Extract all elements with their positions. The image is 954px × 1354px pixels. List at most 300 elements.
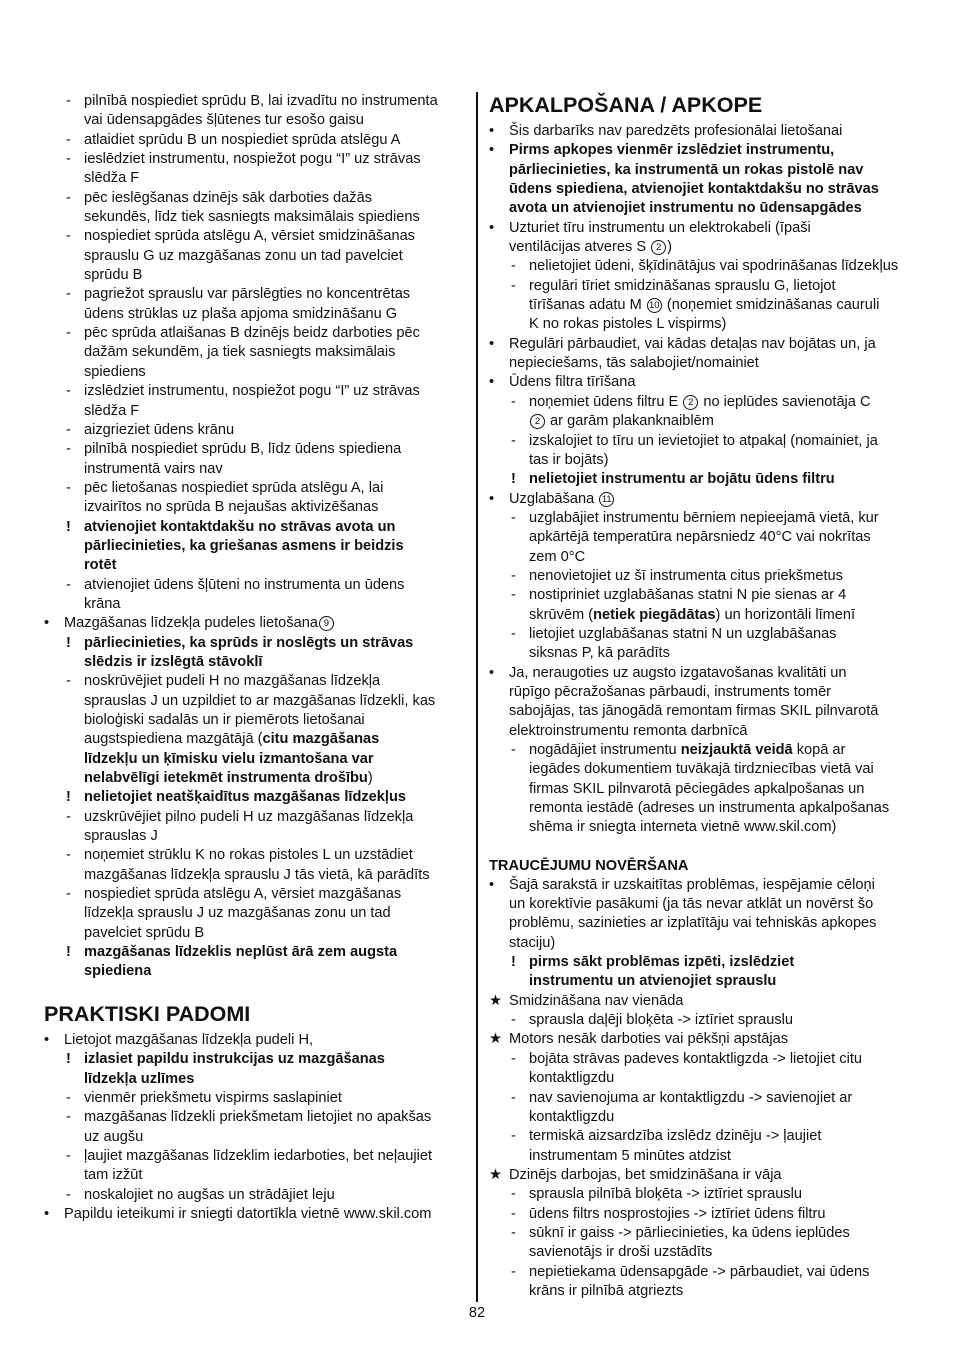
line-text: bojāta strāvas padeves kontaktligzda -> lietojiet citu [529, 1050, 863, 1067]
line-text-after: no ieplūdes savienotāja C [699, 393, 871, 410]
text-line [44, 1205, 466, 1224]
text-line [44, 1186, 466, 1205]
bullet-icon: • [489, 374, 495, 391]
line-text: zem 0°C [529, 548, 586, 565]
line-text: izslēdziet instrumentu, nospiežot pogu “I” uz strāvas [84, 383, 420, 400]
dash-icon: - [511, 509, 516, 526]
line-text: slēdža F [84, 402, 140, 419]
text-line [44, 556, 466, 575]
text-line [44, 808, 466, 827]
line-text: pārliecinieties, ka sprūds ir noslēgts un strāvas [84, 634, 414, 651]
text-line [489, 780, 913, 799]
text-line [44, 189, 466, 208]
line-text: atvienojiet kontaktdakšu no strāvas avota un [84, 518, 396, 535]
dash-icon: - [66, 576, 71, 593]
text-line [489, 161, 913, 180]
text-line [44, 634, 466, 653]
text-line [489, 1050, 913, 1069]
dash-icon: - [66, 847, 71, 864]
line-text-bold: citu mazgāšanas [262, 731, 380, 748]
line-text-bold: nelabvēlīgi ietekmēt instrumenta drošību [84, 770, 368, 787]
text-line [489, 451, 913, 470]
text-line [44, 576, 466, 595]
text-line [489, 1011, 913, 1030]
line-text: pavelciet sprūdu B [84, 924, 205, 941]
line-text: pēc lietošanas nospiediet sprūda atslēgu A, lai [84, 479, 384, 496]
text-line [489, 432, 913, 451]
text-line [489, 664, 913, 683]
dash-icon: - [66, 151, 71, 168]
text-line [489, 335, 913, 354]
dash-icon: - [511, 277, 516, 294]
text-line [44, 208, 466, 227]
line-text: noņemiet strūklu K no rokas pistoles L un uzstādiet [84, 847, 413, 864]
warning-icon: ! [511, 954, 516, 971]
line-text: pagriežot sprauslu var pārslēgties no koncentrētas [84, 286, 411, 303]
line-text: termiskā aizsardzība izslēdz dzinēju -> ļaujiet [529, 1128, 822, 1145]
dash-icon: - [66, 189, 71, 206]
dash-icon: - [511, 567, 516, 584]
bullet-icon: • [489, 664, 495, 681]
line-text: ļaujiet mazgāšanas līdzeklim iedarboties, bet neļaujiet [84, 1147, 433, 1164]
text-line [44, 962, 466, 981]
bullet-icon: • [44, 1205, 50, 1222]
line-text: vai ūdensapgādes šļūtenes tur esošo gaisu [84, 112, 364, 129]
column-divider [476, 92, 478, 1302]
star-icon: ★ [489, 1031, 503, 1048]
line-text: Uzglabāšana [509, 490, 599, 507]
text-line [44, 343, 466, 362]
text-line [489, 219, 913, 238]
text-line [489, 1030, 913, 1049]
line-text: noskalojiet no augšas un strādājiet leju [84, 1186, 335, 1203]
line-text: krāna [84, 595, 121, 612]
dash-icon: - [511, 1224, 516, 1241]
line-text: Uzturiet tīru instrumentu un elektrokabeli (īpaši [509, 219, 811, 236]
text-line [44, 382, 466, 401]
text-line [489, 141, 913, 160]
line-text: izskalojiet to tīru un ievietojiet to atpakaļ (nomainiet, ja [529, 432, 878, 449]
line-text: pārliecinieties, ka instrumentā un rokas pistolē nav [509, 161, 864, 178]
line-text: Lietojot mazgāšanas līdzekļa pudeli H, [64, 1031, 314, 1048]
figure-ref-icon: 10 [647, 298, 662, 313]
dash-icon: - [511, 1205, 516, 1222]
text-line [489, 509, 913, 528]
bullet-icon: • [44, 615, 50, 632]
text-line [489, 953, 913, 972]
line-text: avota un atvienojiet instrumentu no ūdensapgādes [509, 200, 862, 217]
line-text: nepieciešams, tās salabojiet/nomainiet [509, 355, 759, 372]
dash-icon: - [66, 886, 71, 903]
star-icon: ★ [489, 992, 503, 1009]
line-text: siksnas P, kā parādīts [529, 645, 670, 662]
dash-icon: - [511, 1263, 516, 1280]
line-text: ventilācijas atveres S [509, 239, 651, 256]
text-line [44, 614, 466, 633]
line-text: sūknī ir gaiss -> pārliecinieties, ka ūdens ieplūdes [529, 1224, 850, 1241]
dash-icon: - [66, 1089, 71, 1106]
text-line [44, 518, 466, 537]
line-text: pilnībā nospiediet sprūdu B, lai izvadītu no instrumenta [84, 93, 438, 109]
line-text: savienotājs ir droši uzstādīts [529, 1244, 713, 1261]
line-text: ieslēdziet instrumentu, nospiežot pogu “I” uz strāvas [84, 151, 421, 168]
figure-ref-icon: 11 [599, 492, 614, 507]
text-line [44, 1166, 466, 1185]
text-line [44, 595, 466, 614]
line-text: sprūdu B [84, 267, 143, 284]
line-text: instrumentam 5 minūtes atdzist [529, 1147, 731, 1164]
line-text: ūdens spiediena, atvienojiet kontaktdakšu no strāvas [509, 181, 879, 198]
text-line [489, 354, 913, 373]
warning-icon: ! [66, 518, 71, 535]
text-line [489, 1069, 913, 1088]
text-line [489, 992, 913, 1011]
text-line [489, 760, 913, 779]
text-line [489, 895, 913, 914]
figure-ref-icon: 9 [319, 616, 334, 631]
text-line [489, 586, 913, 605]
line-text: nepietiekama ūdensapgāde -> pārbaudiet, vai ūdens [529, 1263, 870, 1280]
text-line [44, 247, 466, 266]
line-text: instrumentā vairs nav [84, 460, 223, 477]
line-text: Motors nesāk darboties vai pēkšņi apstājas [509, 1031, 789, 1048]
line-text: ūdens strūklas uz plaša apjoma smidzināšanu G [84, 305, 398, 322]
line-text: spiediena [84, 963, 152, 980]
text-line [44, 285, 466, 304]
text-line [489, 1205, 913, 1224]
line-text: līdzekļu un ķīmisku vielu izmantošana var [84, 750, 374, 767]
dash-icon: - [511, 1050, 516, 1067]
line-text: nospiediet sprūda atslēgu A, vērsiet smidzināšanas [84, 228, 415, 245]
line-text: Šis darbarīks nav paredzēts profesionālai lietošanai [509, 123, 843, 139]
text-line [44, 131, 466, 150]
text-line [44, 460, 466, 479]
text-line [489, 412, 913, 431]
line-text: līdzekļa sprauslu J uz mazgāšanas zonu un tad [84, 905, 391, 922]
spacer [44, 982, 466, 1001]
line-text: atlaidiet sprūdu B un nospiediet sprūda atslēgu A [84, 131, 401, 148]
line-text: problēmu, sazinieties ar izplatītāju vai tehniskās apkopes [509, 915, 877, 932]
line-text: noņemiet ūdens filtru E [529, 393, 683, 410]
line-text: noskrūvējiet pudeli H no mazgāšanas līdzekļa [84, 673, 381, 690]
line-text: pilnībā nospiediet sprūdu B, līdz ūdens spiediena [84, 441, 402, 458]
text-line [489, 567, 913, 586]
text-line [44, 924, 466, 943]
line-text: nogādājiet instrumentu [529, 742, 681, 758]
text-line [489, 606, 913, 625]
text-line [44, 788, 466, 807]
text-line [44, 324, 466, 343]
line-text: nav savienojuma ar kontaktligzdu -> savienojiet ar [529, 1089, 853, 1106]
dash-icon: - [66, 93, 71, 109]
line-text: shēma ir sniegta interneta vietnē www.skil.com) [529, 819, 837, 836]
text-line [489, 1224, 913, 1243]
text-line [44, 1050, 466, 1069]
dash-icon: - [66, 286, 71, 303]
dash-icon: - [511, 1186, 516, 1203]
line-text: nelietojiet instrumentu ar bojātu ūdens filtru [529, 471, 835, 488]
text-line [489, 238, 913, 257]
text-line [44, 943, 466, 962]
line-text-after: ) un horizontāli līmenī [715, 606, 856, 623]
warning-icon: ! [66, 1051, 71, 1068]
text-line [44, 421, 466, 440]
line-text: sprausla daļēji bloķēta -> iztīriet sprauslu [529, 1012, 794, 1029]
line-text: sprauslu G uz mazgāšanas zonu un tad pavelciet [84, 247, 403, 264]
text-line [44, 1031, 466, 1050]
line-text: Ja, neraugoties uz augsto izgatavošanas kvalitāti un [509, 664, 847, 681]
bullet-icon: • [489, 876, 495, 893]
line-text: sprauslas J [84, 828, 158, 845]
text-line [44, 537, 466, 556]
line-text: iegādes dokumentiem tuvākajā tirdzniecības vietā vai [529, 761, 874, 778]
line-text: lietojiet uzglabāšanas statni N un uzglabāšanas [529, 625, 837, 642]
line-text: staciju) [509, 934, 556, 951]
text-line [44, 440, 466, 459]
text-line [44, 750, 466, 769]
dash-icon: - [66, 808, 71, 825]
line-text: pirms sākt problēmas izpēti, izslēdziet [529, 954, 795, 971]
line-text: kontaktligzdu [529, 1108, 615, 1125]
bullet-icon: • [489, 219, 495, 236]
line-text: Dzinējs darbojas, bet smidzināšana ir vāja [509, 1166, 782, 1183]
text-line [489, 180, 913, 199]
line-text: Smidzināšana nav vienāda [509, 992, 684, 1009]
text-line [489, 1282, 913, 1301]
line-text: aizgrieziet ūdens krānu [84, 421, 235, 438]
bullet-icon: • [489, 123, 495, 139]
text-line [44, 866, 466, 885]
line-text-after: ar garām plakanknaiblēm [546, 413, 714, 430]
text-line [44, 169, 466, 188]
line-text: ūdens filtrs nosprostojies -> iztīriet ūdens filtru [529, 1205, 826, 1222]
figure-ref-icon: 2 [530, 414, 545, 429]
line-text: augstspiediena mazgātājā ( [84, 731, 263, 748]
line-text: Šajā sarakstā ir uzskaitītas problēmas, iespējamie cēloņi [509, 876, 875, 893]
section-heading: APKALPOŠANA / APKOPE [489, 93, 763, 117]
dash-icon: - [511, 258, 516, 275]
warning-icon: ! [66, 944, 71, 961]
dash-icon: - [66, 1186, 71, 1203]
line-text: Regulāri pārbaudiet, vai kādas detaļas nav bojātas un, ja [509, 335, 876, 352]
dash-icon: - [66, 1109, 71, 1126]
text-line [44, 111, 466, 130]
text-line [489, 122, 913, 141]
dash-icon: - [511, 587, 516, 604]
line-text-after: ) [667, 239, 673, 256]
dash-icon: - [66, 325, 71, 342]
text-line [489, 972, 913, 991]
text-line [44, 769, 466, 788]
warning-icon: ! [66, 789, 71, 806]
line-text: dažām sekundēm, ja tiek sasniegts maksimālais [84, 344, 396, 361]
line-text: nenovietojiet uz šī instrumenta citus priekšmetus [529, 567, 843, 584]
text-line [489, 876, 913, 895]
text-line [489, 644, 913, 663]
line-text: pēc ieslēgšanas dzinējs sāk darboties dažās [84, 189, 372, 206]
text-line [44, 711, 466, 730]
line-text: rūpīgo pēcražošanas pārbaudi, instruments tomēr [509, 683, 832, 700]
text-line [489, 818, 913, 837]
text-line [44, 92, 466, 111]
bullet-icon: • [489, 142, 495, 159]
text-line [489, 393, 913, 412]
line-text: sprauslas J un uzpildiet to ar mazgāšanas līdzekli, kas [84, 692, 436, 709]
text-line [489, 625, 913, 644]
text-line [489, 1108, 913, 1127]
line-text-bold: netiek piegādātas [593, 606, 716, 623]
text-line [489, 702, 913, 721]
text-line [44, 150, 466, 169]
line-text: instrumentu un atvienojiet sprauslu [529, 973, 777, 990]
star-icon: ★ [489, 1166, 503, 1183]
line-text: bioloģiski sadalās un ir piemērots lietošanai [84, 712, 365, 728]
dash-icon: - [66, 228, 71, 245]
text-line [489, 470, 913, 489]
line-text: apkārtējā temperatūra nepārsniedz 40°C vai nokrītas [529, 529, 871, 546]
line-text: un korektīvie pasākumi (ja tās nevar atklāt un novērst šo [509, 896, 874, 913]
line-text: regulāri tīriet smidzināšanas sprauslu G, lietojot [529, 277, 836, 294]
line-text: remonta iestādē (adreses un instrumenta apkalpošanas [529, 800, 890, 817]
page-number: 82 [468, 1305, 486, 1321]
dash-icon: - [66, 421, 71, 438]
line-text-after: ) [367, 770, 373, 787]
dash-icon: - [66, 1147, 71, 1164]
text-line [489, 528, 913, 547]
text-line [489, 296, 913, 315]
section-heading: PRAKTISKI PADOMI [44, 1001, 251, 1026]
text-line [489, 257, 913, 276]
text-line [489, 199, 913, 218]
line-text: sprausla pilnībā bloķēta -> iztīriet sprauslu [529, 1186, 802, 1203]
text-line [44, 479, 466, 498]
text-line [44, 827, 466, 846]
line-text: kontaktligzdu [529, 1070, 615, 1087]
line-text: rotēt [84, 557, 117, 574]
line-text: uzskrūvējiet pilno pudeli H uz mazgāšanas līdzekļa [84, 808, 414, 825]
text-line [489, 373, 913, 392]
line-text: K no rokas pistoles L vispirms) [529, 316, 727, 333]
line-text: Ūdens filtra tīrīšana [509, 374, 636, 391]
line-text: tas ir bojāts) [529, 451, 609, 468]
text-line [489, 277, 913, 296]
line-text: uzglabājiet instrumentu bērniem nepieejamā vietā, kur [529, 509, 879, 526]
warning-icon: ! [511, 471, 516, 488]
spacer [489, 838, 913, 857]
text-line [44, 730, 466, 749]
text-line [44, 402, 466, 421]
text-line [44, 498, 466, 517]
line-text: tam izžūt [84, 1167, 143, 1184]
dash-icon: - [511, 393, 516, 410]
text-line [44, 1128, 466, 1147]
line-text: nospiediet sprūda atslēgu A, vērsiet mazgāšanas [84, 886, 402, 903]
line-text: spiediens [84, 363, 146, 380]
text-line [44, 846, 466, 865]
text-line [44, 692, 466, 711]
line-text: pārliecinieties, ka griešanas asmens ir beidzis [84, 537, 404, 554]
text-line [44, 1070, 466, 1089]
line-text: uz augšu [84, 1128, 144, 1145]
line-text-after: (noņemiet smidzināšanas cauruli [662, 297, 880, 314]
line-text-after: kopā ar [792, 742, 846, 758]
text-line [44, 266, 466, 285]
text-line [44, 1108, 466, 1127]
text-line [44, 653, 466, 672]
line-text: Papildu ieteikumi ir sniegti datortīkla vietnē www.skil.com [64, 1205, 432, 1222]
line-text: mazgāšanas līdzeklis neplūst ārā zem augsta [84, 944, 398, 961]
text-line [489, 1089, 913, 1108]
dash-icon: - [511, 1089, 516, 1106]
line-text: sekundēs, līdz tiek sasniegts maksimālais spiediens [84, 209, 420, 226]
text-line [489, 1243, 913, 1262]
line-text: skrūvēm ( [529, 606, 594, 623]
text-line [44, 227, 466, 246]
line-text: mazgāšanas līdzekļa sprauslu J tās vietā, kā parādīts [84, 866, 430, 883]
text-line [44, 885, 466, 904]
line-text: līdzekļa uzlīmes [84, 1070, 195, 1087]
text-line [44, 363, 466, 382]
text-line [489, 683, 913, 702]
text-line [44, 904, 466, 923]
dash-icon: - [66, 131, 71, 148]
text-line [44, 672, 466, 691]
section-heading: TRAUCĒJUMU NOVĒRŠANA [489, 857, 689, 874]
line-text: pēc sprūda atlaišanas B dzinējs beidz darboties pēc [84, 325, 420, 342]
text-line [489, 490, 913, 509]
dash-icon: - [511, 625, 516, 642]
figure-ref-icon: 2 [683, 395, 698, 410]
text-line [489, 741, 913, 760]
line-text: tīrīšanas adatu M [529, 297, 646, 314]
text-line [44, 1147, 466, 1166]
line-text: atvienojiet ūdens šļūteni no instrumenta un ūdens [84, 576, 405, 593]
bullet-icon: • [489, 335, 495, 352]
line-text: elektroinstrumentu remonta darbnīcā [509, 722, 748, 739]
line-text: slēdža F [84, 170, 140, 187]
text-line [489, 1166, 913, 1185]
text-line [489, 1127, 913, 1146]
text-line [489, 914, 913, 933]
text-line [489, 1147, 913, 1166]
line-text: firmas SKIL pilnvarotā pēciegādes apkalpošanas un [529, 780, 865, 797]
figure-ref-icon: 2 [651, 240, 666, 255]
line-text: slēdzis ir izslēgtā stāvoklī [84, 653, 263, 670]
line-text: izvairītos no sprūda B nejaušas aktivizēšanas [84, 499, 379, 516]
line-text: Pirms apkopes vienmēr izslēdziet instrumentu, [509, 142, 835, 159]
bullet-icon: • [489, 490, 495, 507]
text-line [44, 1089, 466, 1108]
line-text: izlasiet papildu instrukcijas uz mazgāšanas [84, 1051, 385, 1068]
dash-icon: - [66, 479, 71, 496]
dash-icon: - [511, 432, 516, 449]
line-text: vienmēr priekšmetu vispirms saslapiniet [84, 1089, 342, 1106]
bullet-icon: • [44, 1031, 50, 1048]
dash-icon: - [66, 383, 71, 400]
warning-icon: ! [66, 634, 71, 651]
text-line [489, 315, 913, 334]
text-line [489, 548, 913, 567]
text-line [489, 722, 913, 741]
text-line [489, 1185, 913, 1204]
line-text: krāns ir pilnībā atgriezts [529, 1282, 684, 1299]
text-line [489, 934, 913, 953]
right-column [489, 92, 913, 1301]
line-text-bold: neizjauktā veidā [680, 742, 793, 758]
dash-icon: - [511, 1012, 516, 1029]
line-text: Mazgāšanas līdzekļa pudeles lietošana [64, 615, 318, 632]
text-line [44, 305, 466, 324]
